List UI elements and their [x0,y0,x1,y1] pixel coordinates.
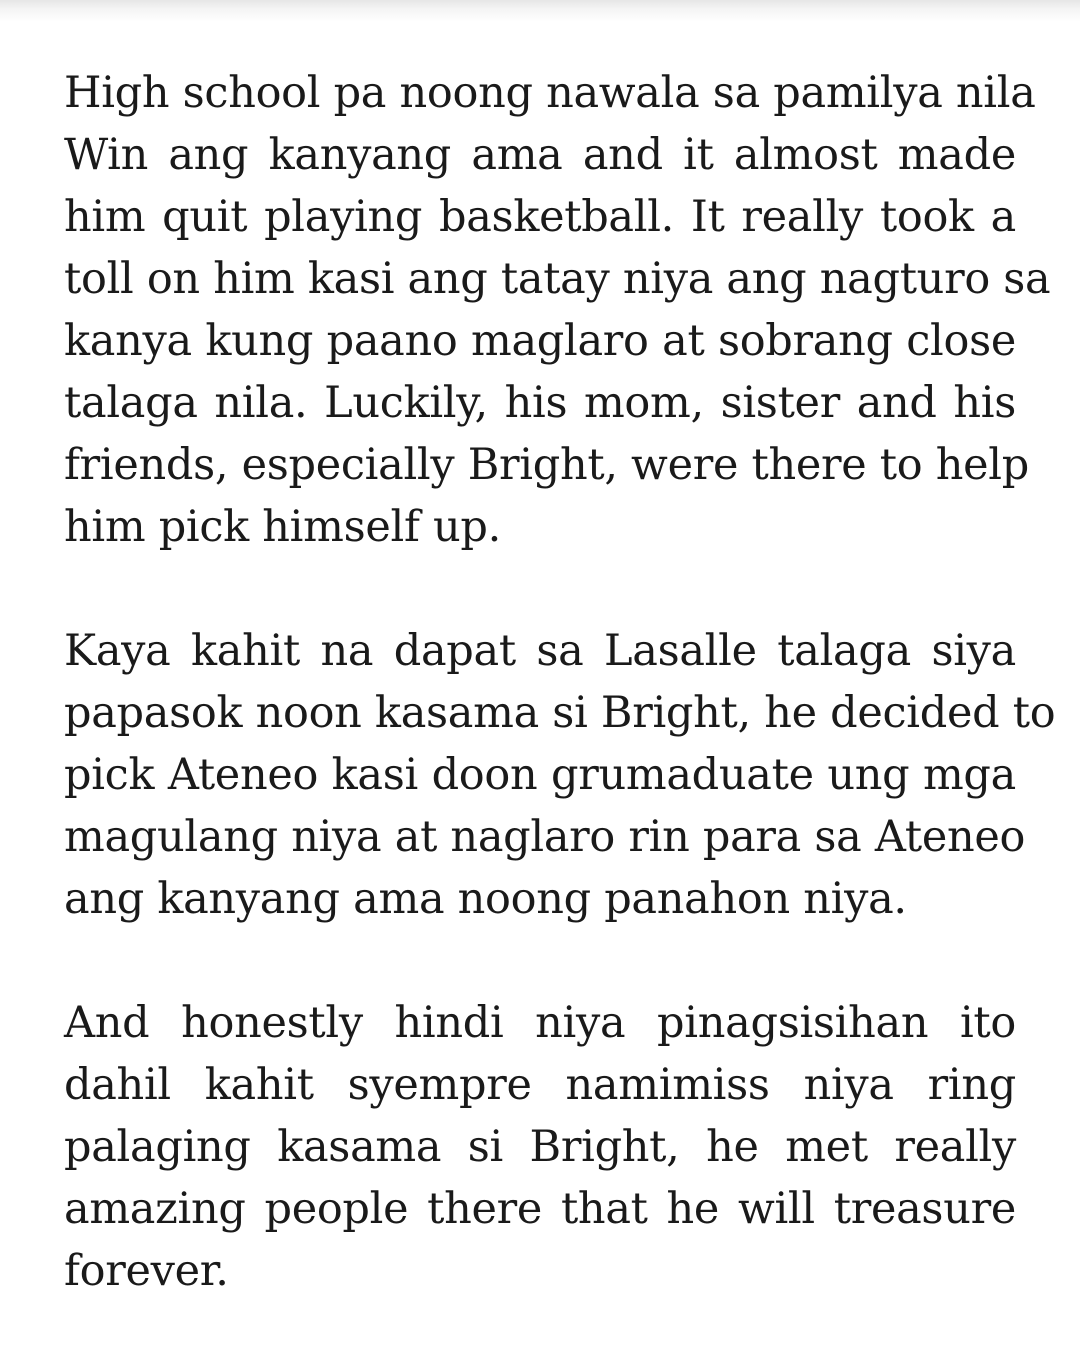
paragraph-gap [64,930,1016,992]
text-line: friends, especially Bright, were there to help [64,440,1029,490]
text-line: High school pa noong nawala sa pamilya nila [64,68,1036,118]
text-line: magulang niya at naglaro rin para sa Ateneo [64,812,1026,862]
paragraph-2 [64,620,1056,930]
text-line: him pick himself up. [64,502,501,552]
text-line: pick Ateneo kasi doon grumaduate ung mga [64,750,1016,800]
text-line: kanya kung paano maglaro at sobrang close [64,316,1016,366]
top-shadow [0,0,1080,22]
text-line: palaging kasama si Bright, he met really [64,1122,1016,1172]
text-line: papasok noon kasama si Bright, he decided to [64,688,1056,738]
text-line: dahil kahit syempre namimiss niya ring [64,1060,1016,1110]
paragraph-gap [64,558,1016,620]
reading-pane[interactable] [64,62,1056,1302]
text-line: amazing people there that he will treasure [64,1184,1016,1234]
text-line: forever. [64,1246,229,1296]
text-line: toll on him kasi ang tatay niya ang nagturo sa [64,254,1051,304]
text-line: And honestly hindi niya pinagsisihan ito [64,998,1016,1048]
text-line: talaga nila. Luckily, his mom, sister and his [64,378,1016,428]
paragraph-3 [64,992,1016,1302]
paragraph-1 [64,62,1051,558]
text-line: Kaya kahit na dapat sa Lasalle talaga siya [64,626,1016,676]
text-line: him quit playing basketball. It really took a [64,192,1016,242]
text-line: Win ang kanyang ama and it almost made [64,130,1016,180]
text-line: ang kanyang ama noong panahon niya. [64,874,907,924]
